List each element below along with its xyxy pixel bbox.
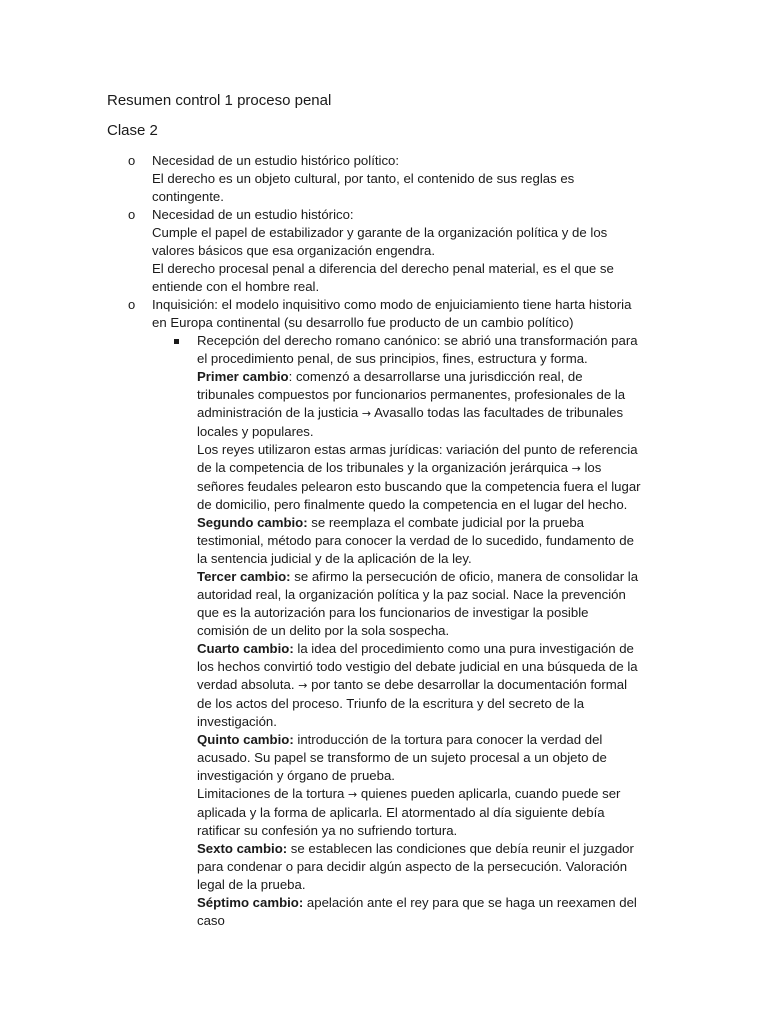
list-item bbox=[0, 206, 632, 296]
limitaciones-paragraph: Limitaciones de la tortura → quienes pueden aplicarla, cuando puede ser aplicada y la forma de aplicarla. El atormentado al día siguiente debía ratificar su confesión ya no sufriendo tortura. bbox=[197, 786, 621, 838]
change-label: Quinto cambio: bbox=[197, 732, 294, 747]
change-label: Cuarto cambio: bbox=[197, 641, 294, 656]
sub-list-item bbox=[152, 332, 642, 930]
primer-cambio-paragraph: Primer cambio: comenzó a desarrollarse una jurisdicción real, de tribunales compuestos por funcionarios permanentes, profesionales de la administración de la justicia → Avasallo todas las facultades de tribunales locales y populares. bbox=[197, 369, 626, 439]
square-bullet-icon bbox=[174, 339, 179, 344]
list-item bbox=[0, 152, 632, 206]
change-label: Séptimo cambio: bbox=[197, 895, 304, 910]
tercer-cambio-paragraph: Tercer cambio: se afirmo la persecución de oficio, manera de consolidar la autoridad real, la organización política y la paz social. Nace la prevención que es la autorización para los funcionarios de investigar la posible comisión de un delito por la sola sospecha. bbox=[197, 569, 639, 638]
circle-bullet-icon: o bbox=[128, 207, 136, 222]
arrow-right-icon: → bbox=[348, 788, 358, 801]
section-heading: Clase 2 bbox=[107, 122, 158, 139]
change-label: Segundo cambio: bbox=[197, 515, 308, 530]
arrow-right-icon: → bbox=[571, 462, 581, 475]
item-heading: Inquisición: el modelo inquisitivo como modo de enjuiciamiento tiene harta historia en Europa continental (su desarrollo fue producto de un cambio político) bbox=[152, 297, 632, 330]
sexto-cambio-paragraph: Sexto cambio: se establecen las condiciones que debía reunir el juzgador para condenar o para decidir algún aspecto de la persecución. Valoración legal de la prueba. bbox=[197, 841, 634, 892]
item-paragraph: El derecho es un objeto cultural, por tanto, el contenido de sus reglas es contingente. bbox=[152, 171, 575, 204]
circle-bullet-icon: o bbox=[128, 153, 136, 168]
segundo-cambio-paragraph: Segundo cambio: se reemplaza el combate judicial por la prueba testimonial, método para conocer la verdad de lo sucedido, fundamento de la sentencia judicial y de la aplicación de la ley. bbox=[197, 515, 634, 566]
item-heading: Necesidad de un estudio histórico político: bbox=[152, 153, 400, 168]
item-paragraph: Cumple el papel de estabilizador y garante de la organización política y de los valores básicos que esa organización engendra. bbox=[152, 225, 608, 258]
item-paragraph: El derecho procesal penal a diferencia del derecho penal material, es el que se entiende con el hombre real. bbox=[152, 261, 614, 294]
change-label: Primer cambio bbox=[197, 369, 289, 384]
item-heading: Necesidad de un estudio histórico: bbox=[152, 207, 354, 222]
quinto-cambio-paragraph: Quinto cambio: introducción de la tortura para conocer la verdad del acusado. Su papel se transformo de un sujeto procesal a un objeto de investigación y órgano de prueba. bbox=[197, 732, 607, 783]
change-label: Sexto cambio: bbox=[197, 841, 288, 856]
outline-list bbox=[0, 152, 768, 930]
arrow-right-icon: → bbox=[298, 679, 308, 692]
cuarto-cambio-paragraph: Cuarto cambio: la idea del procedimiento como una pura investigación de los hechos convirtió todo vestigio del debate judicial en una búsqueda de la verdad absoluta. → por tanto se debe desarrollar la documentación formal de los actos del proceso. Triunfo de la escritura y del secreto de la investigación. bbox=[197, 641, 638, 729]
sub-list bbox=[152, 332, 641, 930]
reyes-paragraph: Los reyes utilizaron estas armas jurídicas: variación del punto de referencia de la competencia de los tribunales y la organización jerárquica → los señores feudales pelearon esto buscando que la competencia fuera el lugar de domicilio, pero finalmente quedo la competencia en el lugar del hecho. bbox=[197, 442, 641, 512]
circle-bullet-icon: o bbox=[128, 297, 136, 312]
list-item bbox=[0, 296, 641, 930]
change-label: Tercer cambio: bbox=[197, 569, 291, 584]
document-title: Resumen control 1 proceso penal bbox=[107, 92, 332, 109]
arrow-right-icon: → bbox=[361, 407, 372, 420]
septimo-cambio-paragraph: Séptimo cambio: apelación ante el rey para que se haga un reexamen del caso bbox=[197, 895, 637, 928]
sub-paragraph-intro: Recepción del derecho romano canónico: se abrió una transformación para el procedimiento penal, de sus principios, fines, estructura y forma. bbox=[197, 333, 638, 366]
